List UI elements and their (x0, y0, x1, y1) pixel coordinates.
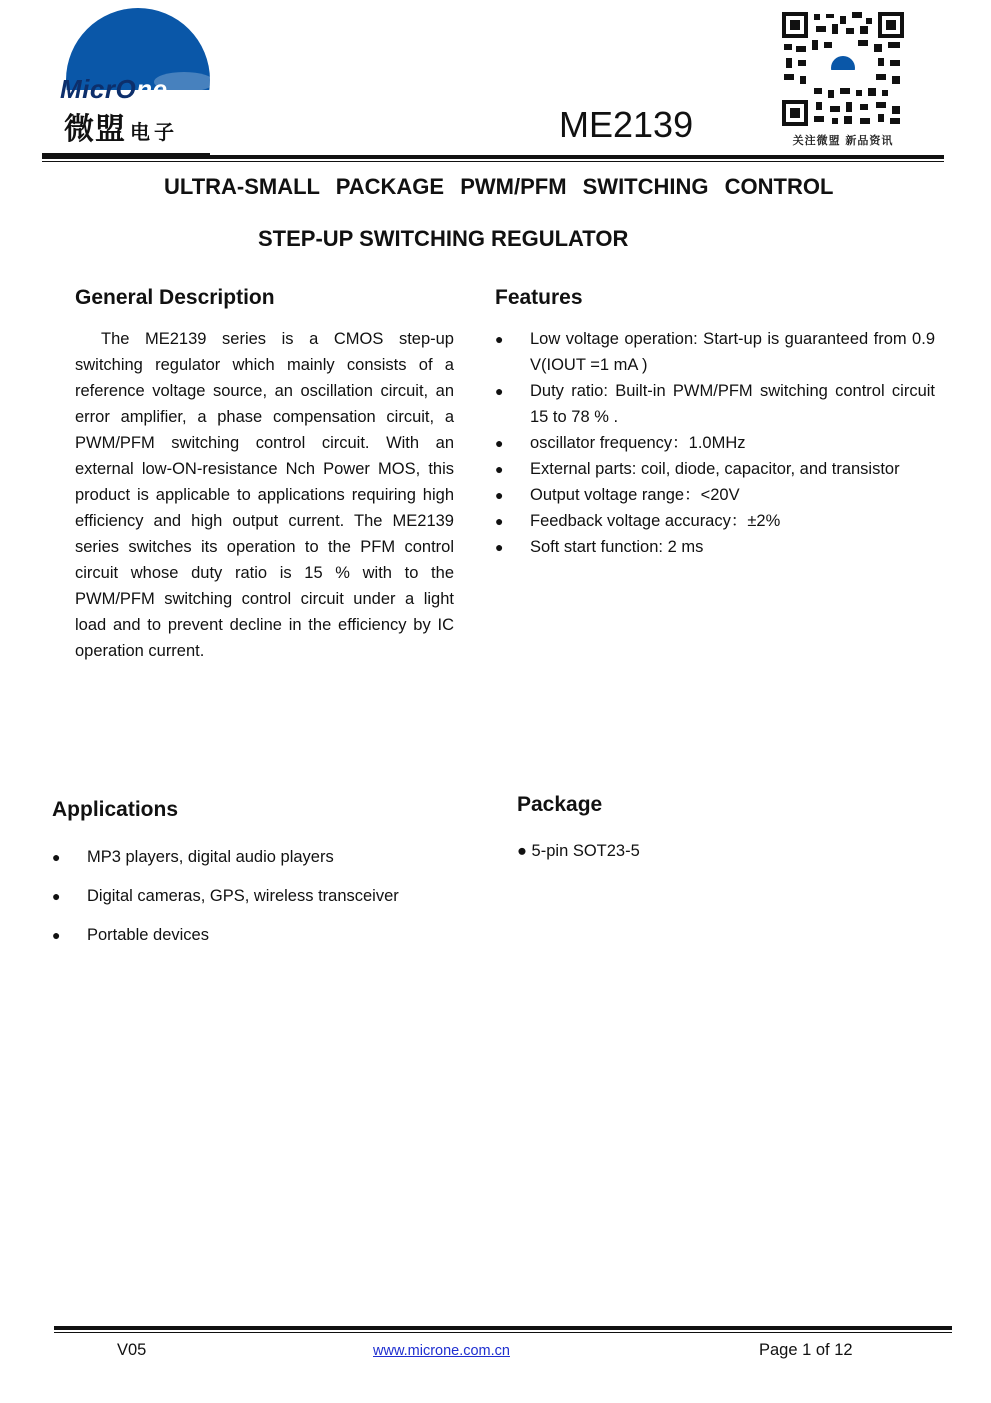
list-item: ● Digital cameras, GPS, wireless transceiver (52, 883, 472, 922)
qr-code (780, 10, 906, 128)
package-heading: Package (517, 793, 603, 816)
bullet-icon: ● (52, 927, 61, 943)
footer-rule-thin (54, 1332, 952, 1333)
list-item: ● Output voltage range：<20V (495, 482, 935, 508)
bullet-icon: ● (495, 331, 504, 347)
applications-heading: Applications (52, 798, 179, 821)
list-item: ● oscillator frequency：1.0MHz (495, 430, 935, 456)
footer-website-link[interactable]: www.microne.com.cn (373, 1343, 510, 1359)
list-item: ● Soft start function: 2 ms (495, 534, 935, 560)
features-list (495, 326, 935, 560)
bullet-icon: ● (495, 435, 504, 451)
list-item: ● MP3 players, digital audio players (52, 844, 472, 883)
applications-list (52, 844, 472, 961)
bullet-icon: ● (495, 487, 504, 503)
bullet-icon: ● (495, 513, 504, 529)
header-rule-under (42, 161, 944, 162)
package-item: ● 5-pin SOT23-5 (517, 842, 640, 860)
list-item: ● Low voltage operation: Start-up is guaranteed from 0.9 V(IOUT =1 mA ) (495, 326, 935, 378)
document-title-line1: ULTRA-SMALL PACKAGE PWM/PFM SWITCHING CONTROL (164, 174, 834, 199)
bullet-icon: ● (495, 539, 504, 555)
footer-version: V05 (117, 1341, 147, 1359)
list-item: ● Duty ratio: Built-in PWM/PFM switching control circuit 15 to 78 % . (495, 378, 935, 430)
bullet-icon: ● (495, 461, 504, 477)
logo-chinese-name: 微盟 电子 (64, 112, 178, 147)
qr-caption: 关注微盟 新品资讯 (792, 134, 894, 147)
logo-brand-text: MicrOne (60, 74, 168, 104)
list-item: ● Portable devices (52, 922, 472, 961)
features-heading: Features (495, 286, 583, 309)
general-description-heading: General Description (75, 286, 275, 309)
bullet-icon: ● (52, 888, 61, 904)
general-description-text: The ME2139 series is a CMOS step-up switching regulator which mainly consists of a reference voltage source, an oscillation circuit, an error amplifier, a phase compensation circuit, a PWM/PFM switching control circuit. With an external low-ON-resistance Nch Power MOS, this product is applicable to applications requiring high efficiency and high output current. The ME2139 series switches its operation to the PFM control circuit whose duty ratio is 15 % with to the PWM/PFM switching control circuit under a light load and to prevent decline in the efficiency by IC operation current. (75, 330, 454, 660)
list-item: ● External parts: coil, diode, capacitor, and transistor (495, 456, 935, 482)
footer-page-number: Page 1 of 12 (759, 1341, 853, 1359)
list-item: ● Feedback voltage accuracy：±2% (495, 508, 935, 534)
bullet-icon: ● (52, 849, 61, 865)
model-number: ME2139 (559, 104, 694, 145)
header-rule (42, 155, 944, 159)
footer-rule (54, 1326, 952, 1330)
bullet-icon: ● (495, 383, 504, 399)
document-title-line2: STEP-UP SWITCHING REGULATOR (258, 226, 629, 251)
company-logo (56, 8, 216, 158)
